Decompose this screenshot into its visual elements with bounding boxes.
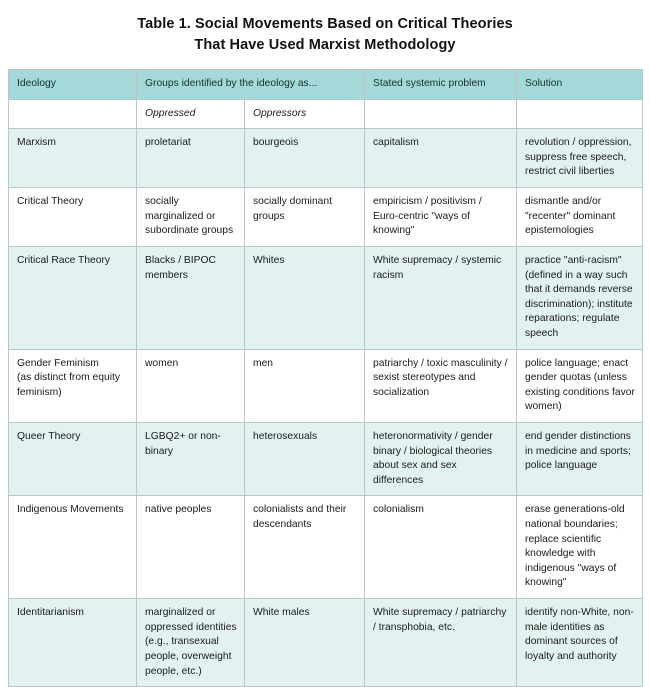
- row-oppressed: Blacks / BIPOC members: [137, 246, 245, 349]
- column-header-solution: Solution: [517, 70, 643, 100]
- row-ideology: [9, 188, 137, 247]
- row-ideology-label: Marxism: [17, 137, 56, 149]
- row-solution: dismantle and/or "recenter" dominant epistemologies: [517, 188, 643, 247]
- row-oppressors: White males: [245, 599, 365, 687]
- row-oppressed: LGBQ2+ or non-binary: [137, 423, 245, 496]
- row-oppressed: women: [137, 349, 245, 422]
- header-row: [9, 70, 643, 100]
- row-problem: empiricism / positivism / Euro-centric "ways of knowing": [365, 188, 517, 247]
- table-row: [9, 349, 643, 422]
- row-ideology-label: Identitarianism: [17, 607, 84, 619]
- subheader-row: [9, 99, 643, 129]
- row-oppressors: socially dominant groups: [245, 188, 365, 247]
- row-problem: capitalism: [365, 129, 517, 188]
- table-row: [9, 599, 643, 687]
- row-oppressed: proletariat: [137, 129, 245, 188]
- table-row: [9, 246, 643, 349]
- row-oppressors: colonialists and their descendants: [245, 496, 365, 599]
- subheader-blank-solution: [517, 99, 643, 129]
- row-solution: end gender distinctions in medicine and sports; police language: [517, 423, 643, 496]
- row-oppressors: bourgeois: [245, 129, 365, 188]
- subheader-oppressors: Oppressors: [245, 99, 365, 129]
- table-row: [9, 423, 643, 496]
- row-ideology: [9, 349, 137, 422]
- social-movements-table: [8, 69, 643, 687]
- row-problem: heteronormativity / gender binary / biological theories about sex and sex differences: [365, 423, 517, 496]
- row-ideology-label: Indigenous Movements: [17, 504, 124, 516]
- row-ideology-label: Critical Race Theory: [17, 254, 111, 266]
- row-solution: identify non-White, non-male identities as dominant sources of loyalty and authority: [517, 599, 643, 687]
- title-line-2: That Have Used Marxist Methodology: [194, 37, 456, 54]
- row-problem: colonialism: [365, 496, 517, 599]
- row-ideology: [9, 599, 137, 687]
- row-solution: practice "anti-racism" (defined in a way such that it demands reverse discrimination); institute reparations; regulate speech: [517, 246, 643, 349]
- table-body: [9, 99, 643, 687]
- row-ideology-label: Gender Feminism: [17, 357, 99, 369]
- subheader-blank-problem: [365, 99, 517, 129]
- table-row: [9, 496, 643, 599]
- page-title: [8, 14, 642, 56]
- table-row: [9, 188, 643, 247]
- row-solution: erase generations-old national boundaries; replace scientific knowledge with indigenous "ways of knowing": [517, 496, 643, 599]
- column-header-groups: Groups identified by the ideology as...: [137, 70, 365, 100]
- row-ideology-label: Queer Theory: [17, 431, 81, 442]
- row-oppressed: marginalized or oppressed identities (e.g., transexual people, overweight people, etc.): [137, 599, 245, 687]
- row-problem: patriarchy / toxic masculinity / sexist stereotypes and socialization: [365, 349, 517, 422]
- row-ideology-sublabel: (as distinct from equity feminism): [17, 372, 121, 398]
- table-header: [9, 70, 643, 100]
- row-ideology: [9, 496, 137, 599]
- row-problem: White supremacy / patriarchy / transphobia, etc.: [365, 599, 517, 687]
- column-header-ideology: Ideology: [9, 70, 137, 100]
- row-oppressors: heterosexuals: [245, 423, 365, 496]
- row-ideology: [9, 423, 137, 496]
- row-ideology: [9, 246, 137, 349]
- title-line-1: Table 1. Social Movements Based on Critical Theories: [137, 16, 513, 32]
- row-solution: revolution / oppression, suppress free speech, restrict civil liberties: [517, 129, 643, 188]
- column-header-problem: Stated systemic problem: [365, 70, 517, 100]
- row-oppressed: socially marginalized or subordinate groups: [137, 188, 245, 247]
- row-ideology-label: Critical Theory: [17, 196, 84, 208]
- subheader-oppressed: Oppressed: [137, 99, 245, 129]
- row-solution: police language; enact gender quotas (unless existing conditions favor women): [517, 349, 643, 422]
- table-row: [9, 129, 643, 188]
- row-problem: White supremacy / systemic racism: [365, 246, 517, 349]
- row-oppressors: Whites: [245, 246, 365, 349]
- row-oppressed: native peoples: [137, 496, 245, 599]
- row-oppressors: men: [245, 349, 365, 422]
- row-ideology: [9, 129, 137, 188]
- subheader-blank: [9, 99, 137, 129]
